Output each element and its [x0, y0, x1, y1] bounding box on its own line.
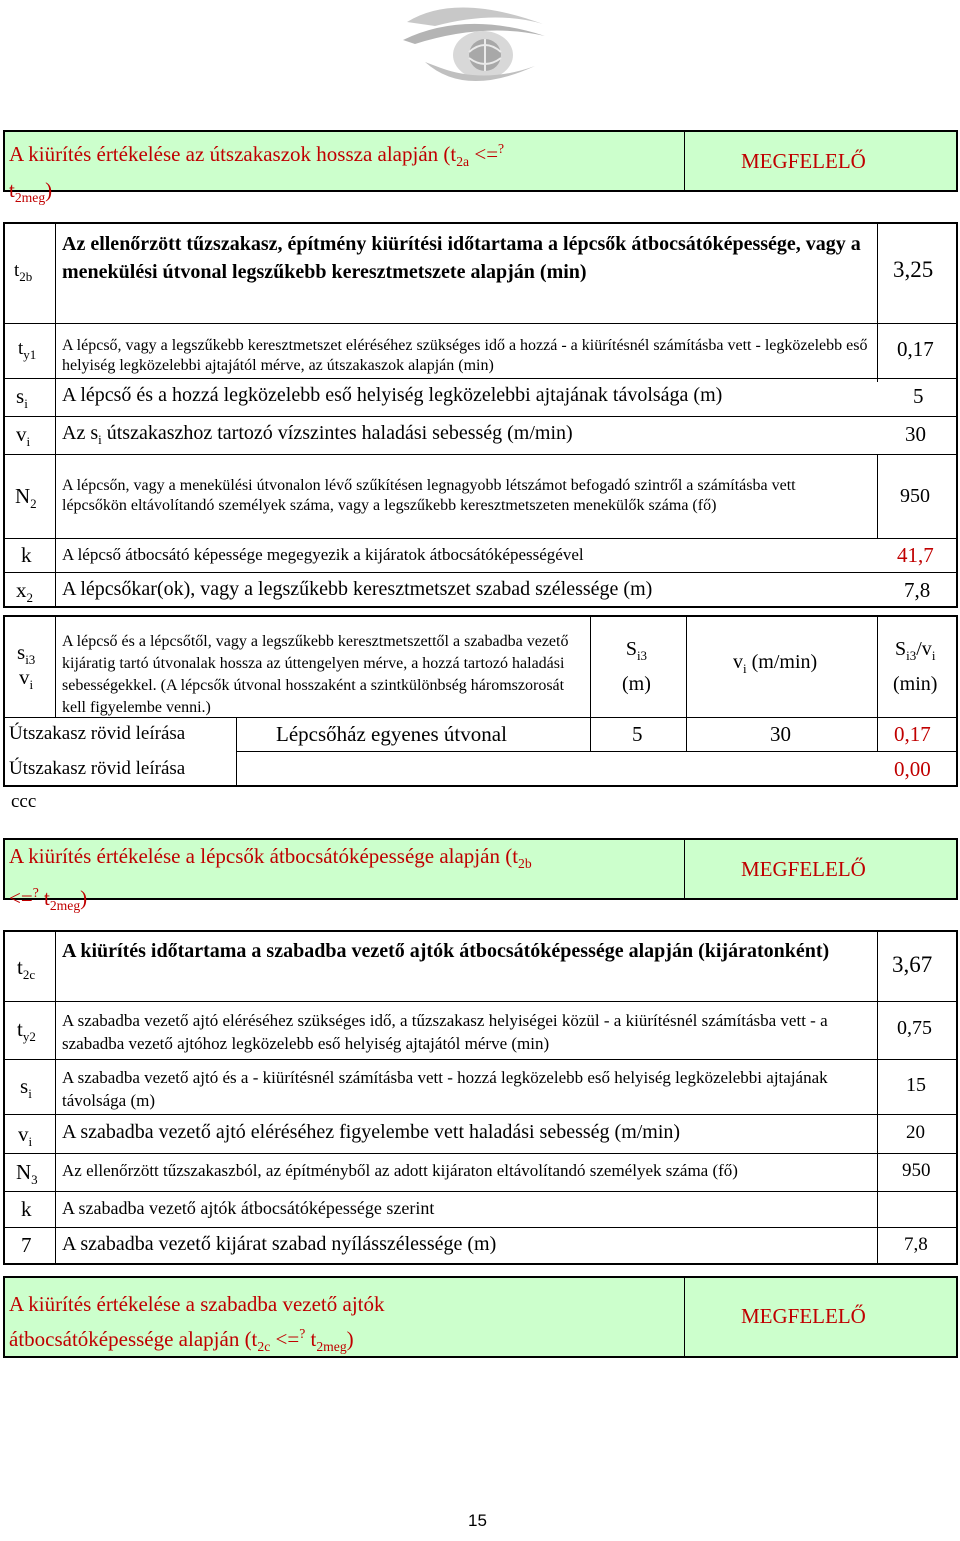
k-symbol: k: [21, 543, 32, 567]
section1-status: MEGFELELŐ: [741, 149, 866, 173]
route-row-1-result: 0,17: [894, 722, 931, 746]
vi-description-2: A szabadba vezető ajtó eléréséhez figyelembe vett haladási sebesség (m/min): [62, 1121, 681, 1143]
n2-description: A lépcsőn, vagy a menekülési útvonalon lévő szűkítésen legnagyobb létszámot befogadó szintről a számításba vett lépcsőkön eltávolítandó személyek száma, vagy a legszűkebb keresztmetszeten menekülők száma (fő): [62, 477, 796, 514]
ty2-symbol: $t_{y2}$: [17, 1017, 36, 1045]
ty1-symbol: $t_{y1}$: [18, 338, 37, 362]
ty1-description: A lépcső, vagy a legszűkebb keresztmetszet eléréséhez szükséges idő a hozzá - a kiürítésnél számításba vett - legközelebb eső helyiség legközelebbi ajtajától mérve, az útszakaszok alapján (min): [62, 337, 868, 374]
si-value: 5: [913, 384, 924, 408]
x2-symbol: $x_2$: [16, 578, 33, 606]
si-description-2: A szabadba vezető ajtó és a - kiürítésnél számításba vett - hozzá legközelebb eső helyiség legközelebbi ajtajának távolsága (m): [62, 1068, 828, 1110]
vi-symbol-3: $v_i$: [18, 1122, 33, 1150]
si-description: A lépcső és a hozzá legközelebb eső helyiség legközelebbi ajtajának távolsága (m): [62, 384, 723, 406]
k-description: A lépcső átbocsátó képessége megegyezik a kijáratok átbocsátóképességével: [62, 545, 584, 564]
row7-value: 7,8: [904, 1234, 928, 1255]
route-row-1-name[interactable]: Lépcsőház egyenes útvonal: [276, 722, 507, 746]
route-row-1-s[interactable]: 5: [632, 722, 643, 746]
t2c-description: A kiürítés időtartama a szabadba vezető ajtók átbocsátóképessége alapján (kijáratonként): [62, 940, 830, 962]
route-row-2-label: Útszakasz rövid leírása: [9, 758, 186, 779]
si-value-2: 15: [906, 1074, 926, 1096]
n2-symbol: $N_2$: [15, 484, 37, 512]
x2-description: A lépcsőkar(ok), vagy a legszűkebb keresztmetszet szabad szélessége (m): [62, 578, 653, 600]
vi-description: Az $s_i$ útszakaszhoz tartozó vízszintes haladási sebesség (m/min): [62, 422, 573, 447]
col-ratio-header: $S_{i3}/v_i$ (min): [893, 638, 938, 695]
k-value: 41,7: [897, 543, 934, 567]
t2b-symbol: $t_{2b}$: [14, 260, 33, 284]
col-s-header: $S_{i3}$ (m): [622, 638, 651, 695]
route-row-2-result: 0,00: [894, 757, 931, 781]
t2c-symbol: $t_{2c}$: [17, 955, 36, 983]
n2-value: 950: [900, 485, 930, 507]
t2b-description: Az ellenőrzött tűzszakasz, építmény kiürítési időtartama a lépcsők átbocsátóképessége, vagy a menekülési útvonal legszűkebb keresztmetszete alapján (min): [62, 233, 861, 283]
k-symbol-2: k: [21, 1197, 32, 1221]
n3-symbol: $N_3$: [16, 1160, 38, 1188]
n3-description: Az ellenőrzött tűzszakaszból, az építményből az adott kijáraton eltávolítandó személyek száma (fő): [62, 1161, 738, 1180]
row7-symbol: 7: [21, 1233, 32, 1257]
row7-description: A szabadba vezető kijárat szabad nyílásszélessége (m): [62, 1233, 497, 1255]
si-symbol: $s_i$: [16, 384, 28, 412]
eye-logo: [395, 0, 555, 100]
ty2-value: 0,75: [897, 1017, 932, 1039]
t2c-value: 3,67: [892, 952, 933, 977]
vi-value-2: 20: [906, 1122, 925, 1143]
si3-symbol: $s_{i3}$: [17, 640, 36, 668]
route-row-1-v[interactable]: 30: [770, 722, 791, 746]
section2-heading: A kiürítés értékelése a lépcsők átbocsátóképessége alapján ($t_{2b}$ <=? $t_{2meg}$): [9, 844, 532, 914]
n3-value: 950: [902, 1160, 931, 1181]
ccc-label: ccc: [11, 791, 37, 812]
x2-value: 7,8: [904, 578, 931, 602]
route-row-1-label: Útszakasz rövid leírása: [9, 723, 186, 744]
vi-value: 30: [905, 422, 926, 446]
vi-symbol-2: $v_i$: [19, 665, 34, 693]
t2b-value: 3,25: [893, 257, 934, 282]
vi-symbol: $v_i$: [16, 422, 31, 450]
si3-description: A lépcső és a lépcsőtől, vagy a legszűkebb keresztmetszettől a szabadba vezető kijáratig tartó útvonalak hossza az úttengelyen mérve, a hozzá tartozó haladási sebességekkel. (A lépcsők útvonal hosszaként a szintkülönbség háromszorosát kell figyelembe venni.): [62, 633, 569, 716]
ty1-value: 0,17: [897, 337, 934, 361]
section3-heading: A kiürítés értékelése a szabadba vezető ajtók átbocsátóképessége alapján ($t_{2c} <=^?$ $t_{2meg}$): [9, 1292, 385, 1355]
k-description-2: A szabadba vezető ajtók átbocsátóképessége szerint: [62, 1198, 435, 1218]
section1-heading: A kiürítés értékelése az útszakaszok hossza alapján ($t_{2a} <=^?$ $t_{2meg}$): [9, 141, 505, 206]
col-v-header: $v_i$ (m/min): [733, 651, 818, 676]
section2-status: MEGFELELŐ: [741, 857, 866, 881]
page-number: 15: [468, 1511, 487, 1530]
section3-status: MEGFELELŐ: [741, 1304, 866, 1328]
ty2-description: A szabadba vezető ajtó eléréséhez szükséges idő, a tűzszakasz helyiségei közül - a kiürítésnél számításba vett - a szabadba vezető ajtóhoz legközelebb eső helyiség ajtajától mérve (min): [62, 1011, 828, 1053]
si-symbol-2: $s_i$: [20, 1074, 32, 1102]
